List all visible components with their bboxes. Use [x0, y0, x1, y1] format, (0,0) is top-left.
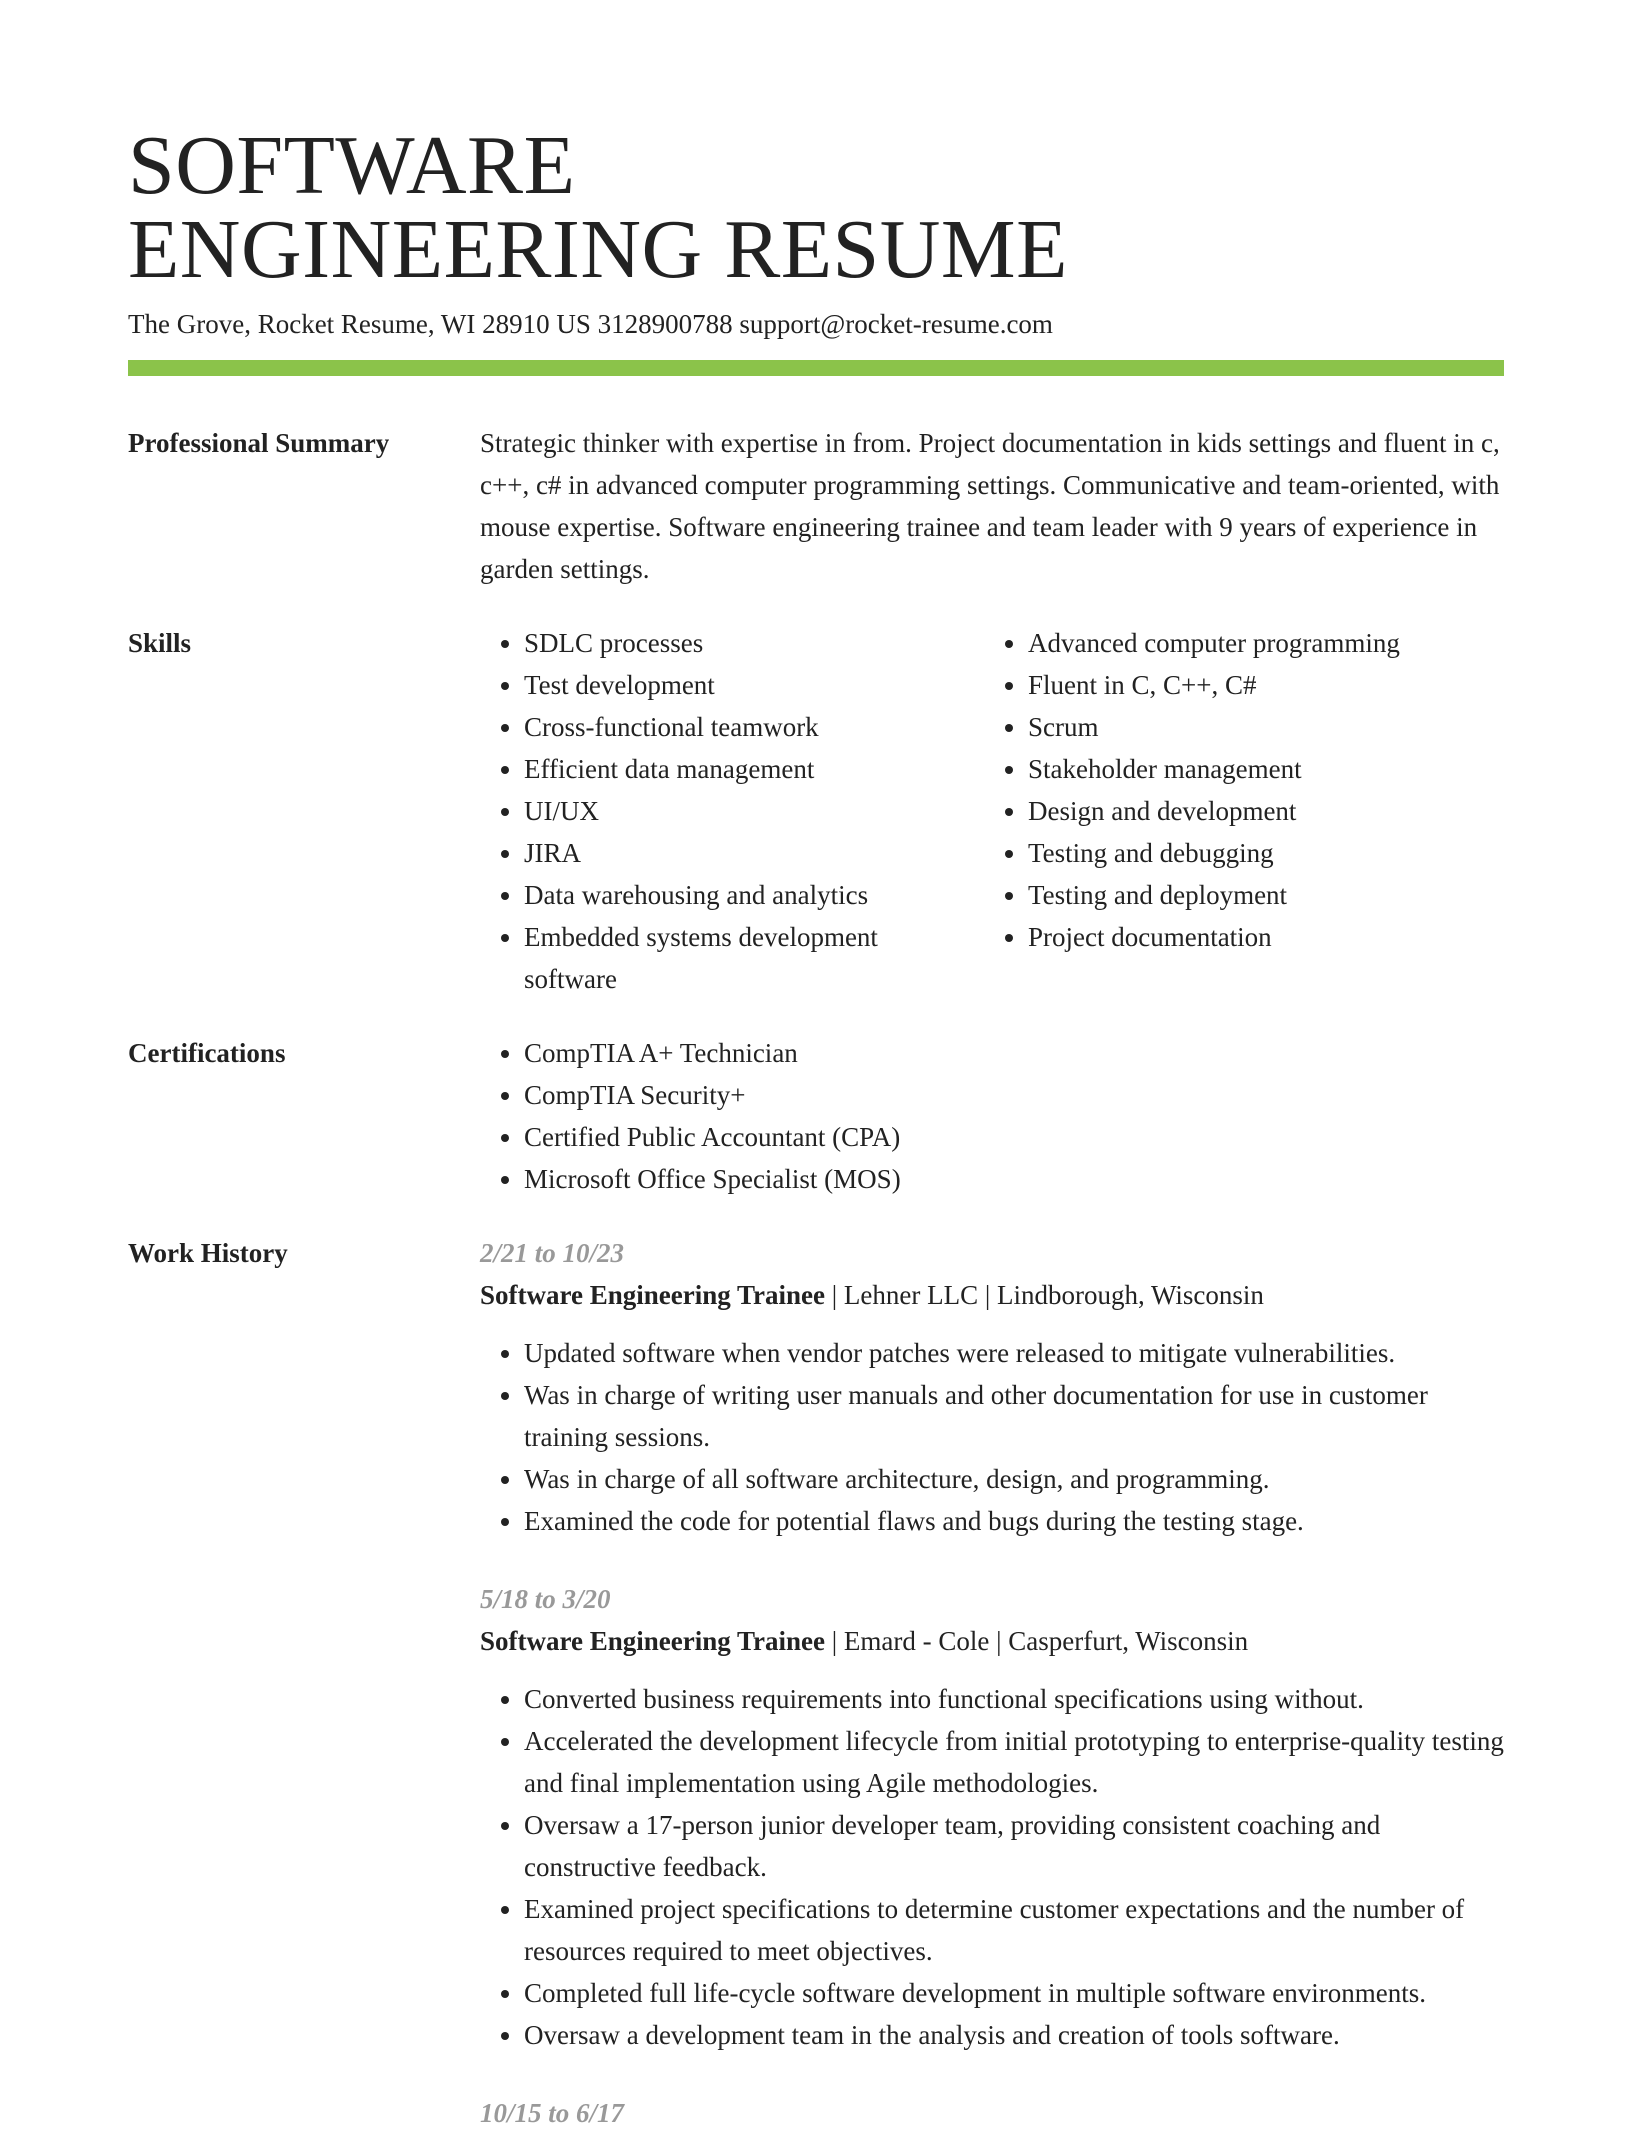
resume-title: [128, 0, 1504, 296]
resume-page: [128, 0, 1504, 2134]
skill-item: • UI/UX: [524, 790, 984, 832]
job-heading: [480, 1274, 1504, 1316]
certifications-section: [128, 1032, 1504, 1200]
certification-item: • CompTIA A+ Technician: [524, 1032, 1504, 1074]
skills-list-right: [984, 622, 1488, 958]
certifications-label: Certifications: [128, 1038, 286, 1068]
skill-item: • Scrum: [1028, 706, 1488, 748]
job-duty: • Oversaw a development team in the analysis and creation of tools software.: [524, 2014, 1504, 2056]
skill-item: • JIRA: [524, 832, 984, 874]
skills-section: [128, 622, 1504, 1000]
job-duties-list: [480, 1332, 1504, 1542]
job-dates-partial: 10/15 to 6/17: [480, 2098, 625, 2128]
skills-list-left: [480, 622, 984, 1000]
skill-item: • Efficient data management: [524, 748, 984, 790]
title-line-2: ENGINEERING RESUME: [128, 203, 1068, 296]
job-entry: [480, 1232, 1504, 1542]
job-duty: • Examined project specifications to determine customer expectations and the number of resources required to meet objectives.: [524, 1888, 1504, 1972]
job-duty: • Oversaw a 17-person junior developer team, providing consistent coaching and constructive feedback.: [524, 1804, 1504, 1888]
work-history-section: [128, 1232, 1504, 2134]
skills-label: Skills: [128, 628, 192, 658]
skill-item: • Project documentation: [1028, 916, 1488, 958]
contact-info: The Grove, Rocket Resume, WI 28910 US 3128900788 support@rocket-resume.com: [128, 309, 1053, 339]
skill-item: • Test development: [524, 664, 984, 706]
skills-columns: [480, 622, 1504, 1000]
job-dates: 5/18 to 3/20: [480, 1584, 611, 1614]
job-duty: • Completed full life-cycle software development in multiple software environments.: [524, 1972, 1504, 2014]
job-company-location: | Emard - Cole | Casperfurt, Wisconsin: [824, 1626, 1249, 1656]
summary-section: [128, 422, 1504, 590]
job-duty: • Converted business requirements into functional specifications using without.: [524, 1678, 1504, 1720]
accent-divider: [128, 360, 1504, 376]
skill-item: • Embedded systems development software: [524, 916, 984, 1000]
certification-item: • Certified Public Accountant (CPA): [524, 1116, 1504, 1158]
skill-item: • Data warehousing and analytics: [524, 874, 984, 916]
skill-item: • Stakeholder management: [1028, 748, 1488, 790]
skill-item: • Cross-functional teamwork: [524, 706, 984, 748]
job-title: Software Engineering Trainee: [480, 1626, 825, 1656]
certifications-list: [480, 1032, 1504, 1200]
title-line-1: SOFTWARE: [128, 119, 576, 212]
skill-item: • Testing and debugging: [1028, 832, 1488, 874]
job-heading: [480, 1620, 1504, 1662]
job-duty: • Was in charge of writing user manuals and other documentation for use in customer training sessions.: [524, 1374, 1504, 1458]
certification-item: • CompTIA Security+: [524, 1074, 1504, 1116]
job-duty: • Accelerated the development lifecycle from initial prototyping to enterprise-quality testing and final implementation using Agile methodologies.: [524, 1720, 1504, 1804]
summary-text: Strategic thinker with expertise in from. Project documentation in kids settings and fluent in c, c++, c# in advanced computer programming settings. Communicative and team-oriented, with mouse expertise. Software engineering trainee and team leader with 9 years of experience in garden settings.: [480, 428, 1500, 584]
work-history-label: Work History: [128, 1238, 288, 1268]
summary-label: Professional Summary: [128, 428, 390, 458]
job-duties-list: [480, 1678, 1504, 2056]
skill-item: • Design and development: [1028, 790, 1488, 832]
job-entry: [480, 1578, 1504, 2056]
skill-item: • Fluent in C, C++, C#: [1028, 664, 1488, 706]
skill-item: • Testing and deployment: [1028, 874, 1488, 916]
job-company-location: | Lehner LLC | Lindborough, Wisconsin: [824, 1280, 1264, 1310]
skill-item: • Advanced computer programming: [1028, 622, 1488, 664]
job-duty: • Examined the code for potential flaws and bugs during the testing stage.: [524, 1500, 1504, 1542]
job-duty: • Was in charge of all software architecture, design, and programming.: [524, 1458, 1504, 1500]
certification-item: • Microsoft Office Specialist (MOS): [524, 1158, 1504, 1200]
job-dates: 2/21 to 10/23: [480, 1238, 625, 1268]
skill-item: • SDLC processes: [524, 622, 984, 664]
job-duty: • Updated software when vendor patches were released to mitigate vulnerabilities.: [524, 1332, 1504, 1374]
job-title: Software Engineering Trainee: [480, 1280, 825, 1310]
